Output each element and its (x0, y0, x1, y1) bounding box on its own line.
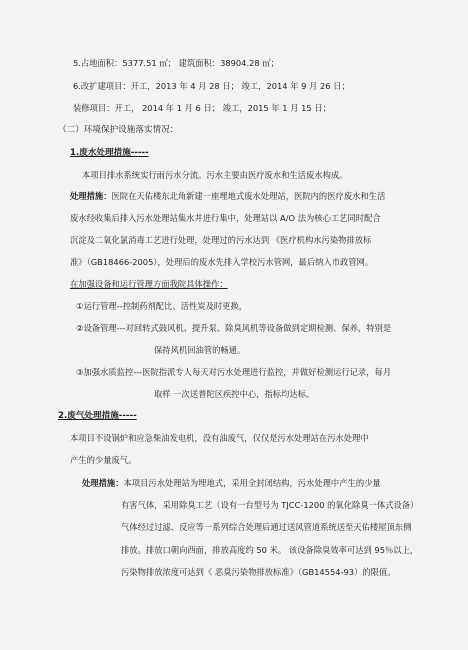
operations-heading: 在加强设备和运行管理方面我院具体操作： (70, 279, 228, 289)
paragraph-line: 污染物排放浓度可达到《 恶臭污染物排放标准》（GB14554-93）的限值。 (121, 567, 396, 577)
paragraph-line: 气体经过过滤、反应等一系列综合处理后通过送风管道系统送至天佑楼屋顶东侧 (121, 522, 412, 532)
renovation-project-line: 装修项目：开工， 2014 年 1 月 6 日； 竣工，2015 年 1 月 15 日； (73, 103, 331, 113)
list-item: ①运行管理--控制药剂配比、活性炭及时更换， (76, 301, 248, 311)
section-heading: （二）环境保护设施落实情况： (58, 125, 179, 135)
expansion-project-line: 6.改扩建项目：开工，2013 年 4 月 28 日； 竣工，2014 年 9 月 26 日； (73, 81, 350, 91)
treatment-label: 处理措施： (70, 191, 112, 201)
list-item: ③加强水质监控---医院指派专人每天对污水处理进行监控，并做好检测运行记录，每月 (76, 367, 392, 377)
list-item-continuation: 取样 一次送普陀区疾控中心，指标均达标。 (154, 389, 315, 399)
list-item-continuation: 保持风机回油管的畅通。 (154, 345, 246, 355)
exhaust-gas-heading: 2.废气处理措施----- (58, 411, 137, 421)
paragraph-text: 本项目污水处理站为埋地式，采用全封闭结构，污水处理中产生的少量 (123, 478, 381, 488)
paragraph-line: 本项目排水系统实行雨污水分流。污水主要由医疗废水和生活废水构成。 (82, 170, 348, 180)
paragraph-text: 医院在天佑楼东北角新建一座埋地式废水处理站，医院内的医疗废水和生活 (111, 191, 386, 201)
paragraph-line: 有害气体，采用除臭工艺（设有一台型号为 TJCC-1200 的氧化除臭一体式设备） (121, 500, 419, 510)
list-item: ②设备管理---对回转式鼓风机、提升泵、除臭风机等设备做到定期检测、保养，特别是 (76, 323, 392, 333)
treatment-label: 处理措施： (82, 478, 124, 488)
paragraph-line: 沉淀及二氧化氯消毒工艺进行处理，处理过的污水达到 《医疗机构水污染物排放标 (70, 235, 372, 245)
paragraph-line: 准》（GB18466-2005），处理后的废水先排入学校污水管网，最后纳入市政管网。 (70, 257, 374, 267)
paragraph-line: 本项目不设锅炉和应急柴油发电机，没有油废气，仅仅是污水处理站在污水处理中 (70, 433, 369, 443)
paragraph-line (82, 477, 381, 489)
land-area-line: 5.占地面积：5377.51 ㎡； 建筑面积：38904.28 ㎡； (73, 58, 279, 68)
wastewater-heading: 1.废水处理措施----- (70, 148, 149, 158)
paragraph-line (70, 190, 385, 202)
paragraph-line: 废水经收集后排入污水处理站集水井进行集中，处理站以 A/O 法为核心工艺同时配合 (70, 213, 381, 223)
paragraph-line: 排放。排放口朝向西面，排放高度约 50 米。 该设备除臭效率可达到 95％以上， (121, 545, 419, 555)
paragraph-line: 产生的少量废气。 (70, 455, 137, 465)
